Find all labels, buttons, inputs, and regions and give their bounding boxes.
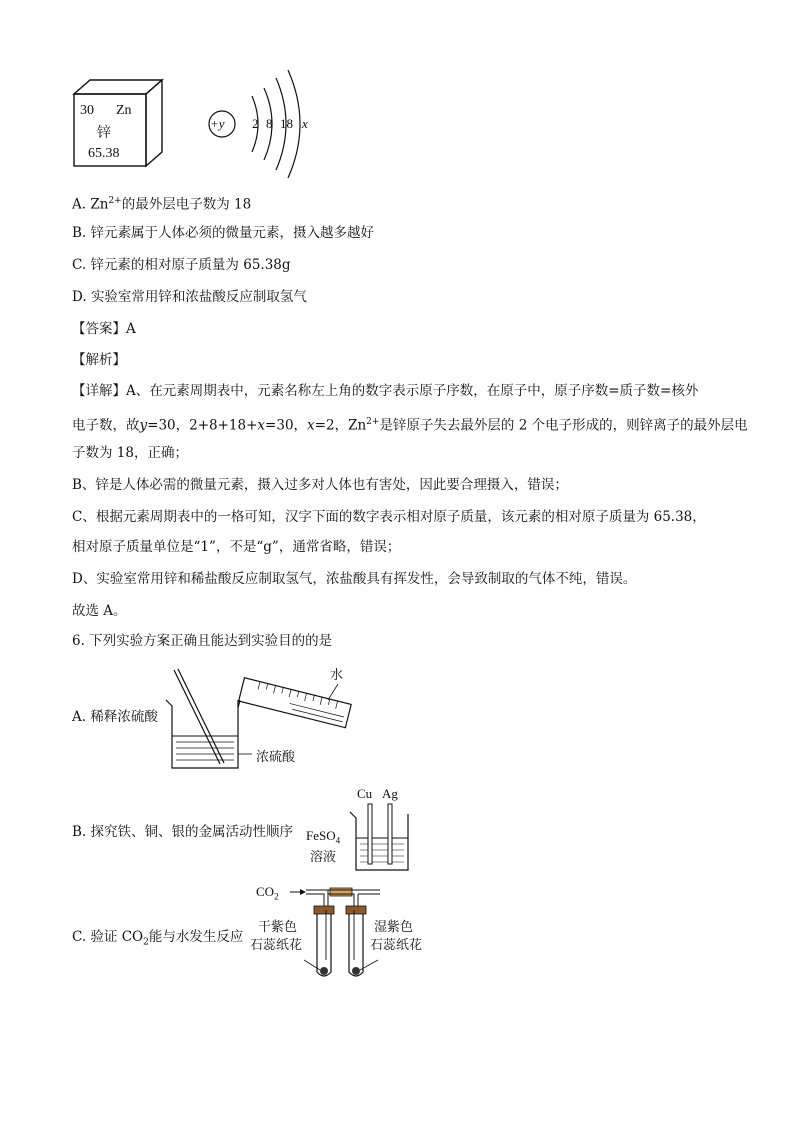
element-mass: 65.38 <box>88 146 120 161</box>
shell-3: 18 <box>280 116 293 131</box>
answer-line: 【答案】A <box>72 321 136 337</box>
q5-option-b: B. 锌元素属于人体必须的微量元素，摄入越多越好 <box>72 225 375 241</box>
label-conc-acid: 浓硫酸 <box>256 750 296 765</box>
detail-line-2: 电子数，故y=30，2+8+18+x=30，x=2，$Zn^{2+}$是锌原子失去最外层的 2 个电子形成的，则锌离子的最外层电 <box>72 417 748 434</box>
label-dry-flower-1: 干紫色 <box>258 920 298 935</box>
label-ag: Ag <box>382 786 398 801</box>
element-name: 锌 <box>97 125 111 141</box>
detail-line-5: C、根据元素周期表中的一格可知，汉字下面的数字表示相对原子质量，该元素的相对原子质量为 65.38， <box>72 509 706 525</box>
q6-option-c: C. 验证 $CO_2$能与水发生反应 <box>72 929 244 948</box>
detail-line-3: 子数为 18，正确； <box>72 445 188 461</box>
label-wet-flower-1: 湿紫色 <box>374 920 414 935</box>
label-solution: 溶液 <box>310 850 337 865</box>
atom-nucleus: +y <box>210 116 225 131</box>
q6-stem: 6. 下列实验方案正确且能达到实验目的的是 <box>72 633 333 649</box>
label-co2-gas: $CO_2$ <box>256 884 279 902</box>
label-feso4: FeSO$_4$ <box>306 828 341 846</box>
metal-activity-figure <box>346 802 416 874</box>
label-cu: Cu <box>357 786 373 801</box>
shell-2: 8 <box>266 116 273 131</box>
element-number: 30 <box>80 103 94 118</box>
element-symbol: Zn <box>116 103 132 118</box>
q5-option-c: C. 锌元素的相对原子质量为 65.38g <box>72 257 291 273</box>
q6-option-a: A. 稀释浓硫酸 <box>72 709 158 725</box>
detail-line-8: 故选 A。 <box>72 603 127 619</box>
q5-option-a: A. $Zn^{2+}$的最外层电子数为 18 <box>72 196 252 213</box>
shell-1: 2 <box>252 116 259 131</box>
detail-line-4: B、锌是人体必需的微量元素，摄入过多对人体也有害处，因此要合理摄入，错误； <box>72 477 568 493</box>
label-water: 水 <box>330 668 344 683</box>
label-wet-flower-2: 石蕊纸花 <box>370 938 423 953</box>
detail-line-7: D、实验室常用锌和稀盐酸反应制取氢气，浓盐酸具有挥发性，会导致制取的气体不纯，错误。 <box>72 571 637 587</box>
q6-option-b: B. 探究铁、铜、银的金属活动性顺序 <box>72 824 294 840</box>
q5-option-d: D. 实验室常用锌和浓盐酸反应制取氢气 <box>72 289 307 305</box>
detail-line-6: 相对原子质量单位是“1”，不是“g”，通常省略，错误； <box>72 539 401 555</box>
analysis-label: 【解析】 <box>72 352 126 368</box>
shell-4: x <box>302 116 308 131</box>
label-dry-flower-2: 石蕊纸花 <box>250 938 303 953</box>
detail-line-1: 【详解】A、在元素周期表中，元素名称左上角的数字表示原子序数，在原子中，原子序数=质子数=核外 <box>72 383 699 399</box>
